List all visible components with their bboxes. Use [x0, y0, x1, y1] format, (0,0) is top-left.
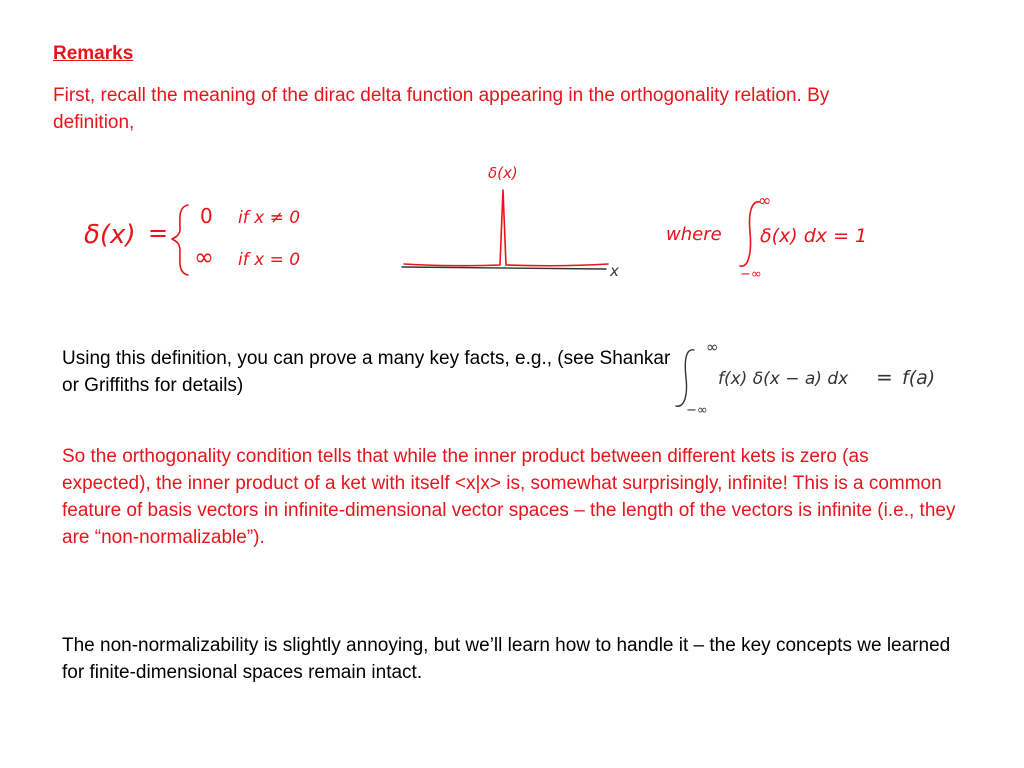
plot-y-label: δ(x) [488, 164, 518, 182]
sifting-integrand: f(x) δ(x − a) dx [718, 369, 849, 389]
lower-limit: −∞ [686, 403, 708, 418]
non-normalizable-paragraph: The non-normalizability is slightly annoying, but we’ll learn how to handle it – the key concepts we learned for finite-dimensional spaces remain intact. [62, 635, 951, 683]
facts-paragraph: Using this definition, you can prove a many key facts, e.g., (see Shankar or Griffiths for details) [62, 348, 671, 396]
upper-limit: ∞ [758, 191, 772, 210]
normalization-figure [664, 192, 884, 282]
case2-value: ∞ [194, 243, 214, 271]
sifting-result: f(a) [902, 367, 936, 389]
plot-delta-curve [404, 190, 608, 266]
delta-lhs: δ(x) [84, 220, 136, 250]
case1-condition: if x ≠ 0 [238, 208, 301, 228]
curly-brace [172, 205, 188, 275]
lower-limit: −∞ [740, 267, 762, 282]
equals-sign: = [876, 365, 893, 389]
intro-paragraph: First, recall the meaning of the dirac delta function appearing in the orthogonality relation. By definition, [53, 85, 830, 133]
plot-x-axis [402, 267, 606, 269]
equals-sign: = [148, 219, 169, 247]
case2-condition: if x = 0 [238, 250, 301, 270]
delta-definition-figure [80, 195, 340, 285]
plot-x-label: x [610, 262, 619, 280]
case1-value: 0 [200, 204, 213, 228]
integral-sign [740, 202, 760, 266]
delta-spike-plot [396, 158, 628, 284]
normalization-integrand: δ(x) dx = 1 [760, 225, 868, 247]
upper-limit: ∞ [706, 338, 719, 356]
sifting-property-figure [680, 340, 950, 420]
slide-title: Remarks [53, 43, 134, 64]
where-word: where [666, 224, 722, 245]
orthogonality-paragraph: So the orthogonality condition tells that while the inner product between different kets is zero (as expected), the inner product of a ket with itself <x|x> is, somewhat surprisingly, infinite! This is a common feature of basis vectors in infinite-dimensional vector spaces – the length of the vectors is infinite (i.e., they are “non-normalizable”). [62, 446, 956, 548]
